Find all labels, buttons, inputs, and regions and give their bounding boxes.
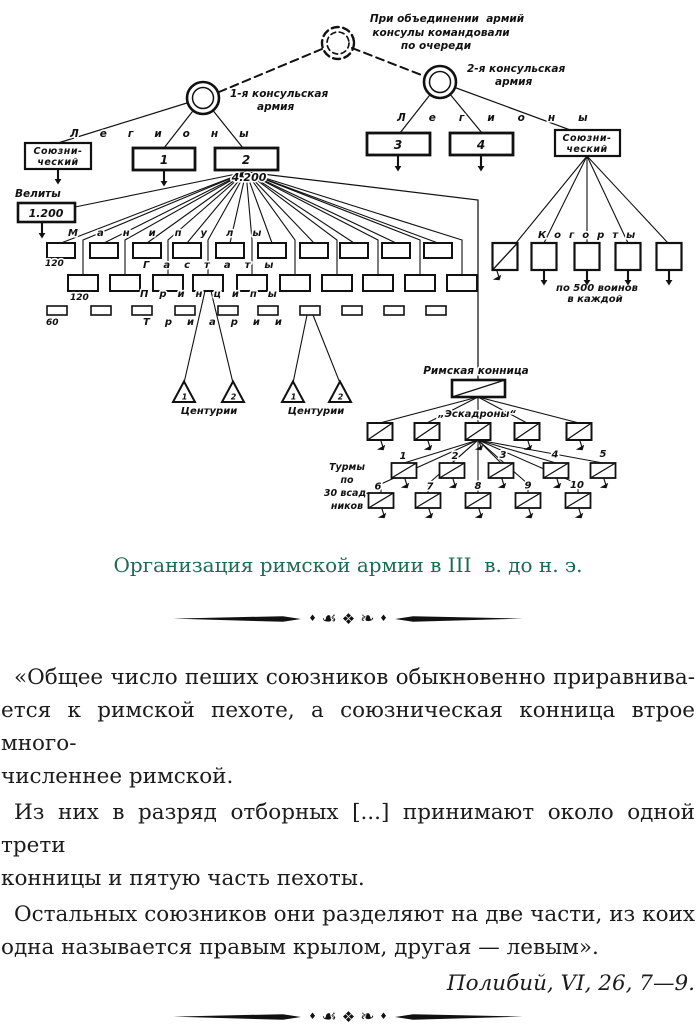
turmae-note-line3: 30 всад- xyxy=(323,488,371,499)
divider-bottom xyxy=(0,1007,696,1027)
turma-number: 9 xyxy=(524,480,532,492)
quote-line: Из них в разряд отборных [...] принимают около одной трети xyxy=(1,800,695,858)
turma-link xyxy=(404,440,478,463)
maniple-box-triarii xyxy=(175,306,195,315)
velites-arrow-head xyxy=(39,233,46,239)
century-number: 2 xyxy=(230,392,237,402)
divider-scroll-left-icon: ☙ xyxy=(321,1006,337,1027)
divider-rule-left-shape xyxy=(173,616,301,622)
cavalry-tick xyxy=(475,513,483,518)
velites-label: Велиты xyxy=(15,188,61,200)
divider-rule-right-shape xyxy=(395,1014,523,1020)
legion1-number: 1 xyxy=(159,153,169,167)
cavalry-tick xyxy=(528,441,530,446)
turma-number: 7 xyxy=(426,481,434,493)
legion4-number: 4 xyxy=(476,138,486,152)
maniple-box-principes xyxy=(322,275,352,291)
divider-diamond-icon: ♦ xyxy=(308,613,317,624)
quote-paragraph xyxy=(1,796,695,895)
cohort-box xyxy=(616,243,641,270)
maniple-box-triarii xyxy=(426,306,446,315)
turma-number: 3 xyxy=(499,450,507,461)
maniple-box-triarii xyxy=(91,306,111,315)
divider-scroll-left-icon: ☙ xyxy=(321,608,337,629)
cavalry-tick xyxy=(378,513,386,518)
turma-number: 8 xyxy=(474,481,482,492)
cavalry-tick xyxy=(424,445,432,450)
cavalry-tick xyxy=(557,479,559,484)
maniple-box-hastati xyxy=(258,243,286,258)
cohort-box xyxy=(657,243,682,270)
joint-command-circle-inner xyxy=(327,32,349,54)
divider-diamond-icon: ♦ xyxy=(379,1011,388,1022)
maniple-box-triarii xyxy=(258,306,278,315)
maniple-box-triarii xyxy=(132,306,152,315)
turma-number: 1 xyxy=(399,451,407,462)
maniple-box-hastati xyxy=(300,243,328,258)
turmae-note-line2: по xyxy=(340,475,354,486)
cavalry-tick xyxy=(479,509,481,514)
turma-link xyxy=(478,440,603,463)
triarii-strength: 60 xyxy=(46,318,59,328)
cavalry-tick xyxy=(493,275,501,280)
maniple-box-principes xyxy=(447,275,477,291)
maniple-box-hastati xyxy=(90,243,118,258)
cavalry-tick xyxy=(453,479,455,484)
cavalry-tick xyxy=(502,479,504,484)
cohorts-note-line1: по 500 воинов xyxy=(556,283,638,294)
allied-left-line1: Союзни- xyxy=(33,146,83,157)
cavalry-tick xyxy=(498,483,506,488)
velites-strength: 1.200 xyxy=(28,207,64,220)
quote-paragraph xyxy=(1,661,695,793)
divider-rule-right xyxy=(393,614,523,624)
cavalry-tick xyxy=(575,513,583,518)
maniple-box-triarii xyxy=(342,306,362,315)
maniple-box-principes xyxy=(363,275,393,291)
quote-attribution: Полибий, VI, 26, 7—9. xyxy=(446,971,695,996)
legion3-arrow-head xyxy=(395,166,402,172)
divider-rule-left xyxy=(173,1012,303,1022)
divider-scroll-right-icon: ❧ xyxy=(360,608,375,629)
cavalry-tick xyxy=(604,479,606,484)
century-number: 1 xyxy=(181,392,188,402)
hastati-strength: 120 xyxy=(45,259,64,269)
divider-rule-right xyxy=(393,1012,523,1022)
divider-top xyxy=(0,609,696,629)
quote-line: «Общее число пеших союзников обыкновенно приравнива- xyxy=(14,665,695,690)
legion3-number: 3 xyxy=(393,138,403,152)
army2-label-line1: 2-я консульская xyxy=(467,63,566,75)
cavalry-tick xyxy=(381,441,383,446)
century-link xyxy=(313,315,340,383)
quote-line: одна называется правым крылом, другая — левым». xyxy=(1,935,599,960)
legion2-strength: 4.200 xyxy=(231,171,267,184)
century-number: 2 xyxy=(337,392,344,402)
turma-number: 5 xyxy=(599,449,607,460)
maniple-box-principes xyxy=(68,275,98,291)
legion1-arrow-head xyxy=(161,181,168,187)
joint-note-line3: по очереди xyxy=(400,40,472,52)
maniple-box-hastati xyxy=(47,243,75,258)
hastati-label: Гастаты xyxy=(143,260,288,271)
cavalry-tick xyxy=(428,441,430,446)
turma-number: 2 xyxy=(451,451,459,462)
cavalry-tick xyxy=(425,513,433,518)
army1-label-line1: 1-я консульская xyxy=(230,88,329,100)
legions-label-left: Легионы xyxy=(70,128,270,140)
quote-line: конницы и пятую часть пехоты. xyxy=(1,866,365,891)
maniple-box-triarii xyxy=(384,306,404,315)
cohort-box xyxy=(575,243,600,270)
century-link xyxy=(184,291,205,383)
divider-diamond-icon: ♦ xyxy=(379,613,388,624)
quote-line: Остальных союзников они разделяют на две части, из коих xyxy=(14,902,695,927)
squadrons-label: „Эскадроны“ xyxy=(438,409,516,420)
cavalry-tick xyxy=(401,483,409,488)
maniple-box-hastati xyxy=(133,243,161,258)
army1-label-line2: армия xyxy=(257,101,295,113)
maniple-box-principes xyxy=(110,275,140,291)
turma-number: 4 xyxy=(551,449,559,461)
legion4-arrow-head xyxy=(478,166,485,172)
static-shapes xyxy=(18,27,620,222)
cavalry-tick xyxy=(449,483,457,488)
dashed-link-right xyxy=(352,48,424,76)
maniple-box-hastati xyxy=(424,243,452,258)
allied-left-arrow-head xyxy=(55,179,62,185)
maniple-box-hastati xyxy=(173,243,201,258)
divider-flower-icon: ❖ xyxy=(341,609,356,628)
figure-caption: Организация римской армии в III в. до н. э. xyxy=(113,553,583,577)
triarii-label: Триарии xyxy=(143,317,297,328)
maniple-box-hastati xyxy=(216,243,244,258)
cavalry-tick xyxy=(475,445,483,450)
maniple-box-triarii xyxy=(218,306,238,315)
quote-block xyxy=(0,661,696,1000)
turmae-note-line1: Турмы xyxy=(329,462,365,473)
army2-label-line2: армия xyxy=(495,76,533,88)
cavalry-title: Римская конница xyxy=(423,365,529,377)
allied-right-line1: Союзни- xyxy=(562,133,612,144)
centuries-label-2: Центурии xyxy=(287,406,345,417)
quote-line: ется к римской пехоте, а союзническая конница втрое много- xyxy=(1,698,695,756)
cohort-box xyxy=(532,243,557,270)
cohort-arrow-head xyxy=(666,280,673,286)
divider-scroll-right-icon: ❧ xyxy=(360,1006,375,1027)
joint-note-line2: консулы командовали xyxy=(372,27,510,39)
turmae-note-line4: ников xyxy=(330,501,364,512)
cavalry-tick xyxy=(429,509,431,514)
cavalry-tick xyxy=(382,509,384,514)
legions-label-right: Легионы xyxy=(397,112,611,124)
cavalry-tick xyxy=(579,509,581,514)
century-number: 1 xyxy=(290,392,297,402)
cavalry-tick xyxy=(525,513,533,518)
dashed-link-left xyxy=(219,49,322,92)
maniple-box-triarii xyxy=(300,306,320,315)
quote-line: численнее римской. xyxy=(1,764,234,789)
quote-paragraph xyxy=(1,898,695,964)
principes-strength: 120 xyxy=(70,293,89,303)
turma-number: 6 xyxy=(374,481,382,493)
cavalry-tick xyxy=(576,445,584,450)
divider-rule-left-shape xyxy=(173,1014,301,1020)
divider-rule-left xyxy=(173,614,303,624)
divider-flower-icon: ❖ xyxy=(341,1007,356,1026)
maniples-label: Манипулы xyxy=(68,228,281,239)
velites-link xyxy=(75,172,246,207)
turma-number: 10 xyxy=(570,480,584,491)
maniple-box-triarii xyxy=(47,306,67,315)
cohort-arrow-head xyxy=(541,280,548,286)
cavalry-tick xyxy=(377,445,385,450)
divider-diamond-icon: ♦ xyxy=(308,1011,317,1022)
cohorts-label: Когорты xyxy=(538,230,644,241)
century-link xyxy=(211,291,233,383)
maniple-box-hastati xyxy=(340,243,368,258)
divider-rule-right-shape xyxy=(395,616,523,622)
allied-left-line2: ческий xyxy=(37,157,79,168)
allied-right-line2: ческий xyxy=(566,144,608,155)
principes-label: Принципы xyxy=(140,289,288,300)
cavalry-tick xyxy=(553,483,561,488)
cohorts-note-line2: в каждой xyxy=(567,294,623,305)
maniple-box-hastati xyxy=(382,243,410,258)
cavalry-tick xyxy=(497,271,499,276)
cavalry-tick xyxy=(580,441,582,446)
joint-note-line1: При объединении армий xyxy=(369,13,525,25)
centuries-label-1: Центурии xyxy=(180,406,238,417)
cavalry-tick xyxy=(529,509,531,514)
legion2-number: 2 xyxy=(241,153,251,167)
maniple-box-principes xyxy=(405,275,435,291)
cavalry-tick xyxy=(600,483,608,488)
cavalry-tick xyxy=(405,479,407,484)
